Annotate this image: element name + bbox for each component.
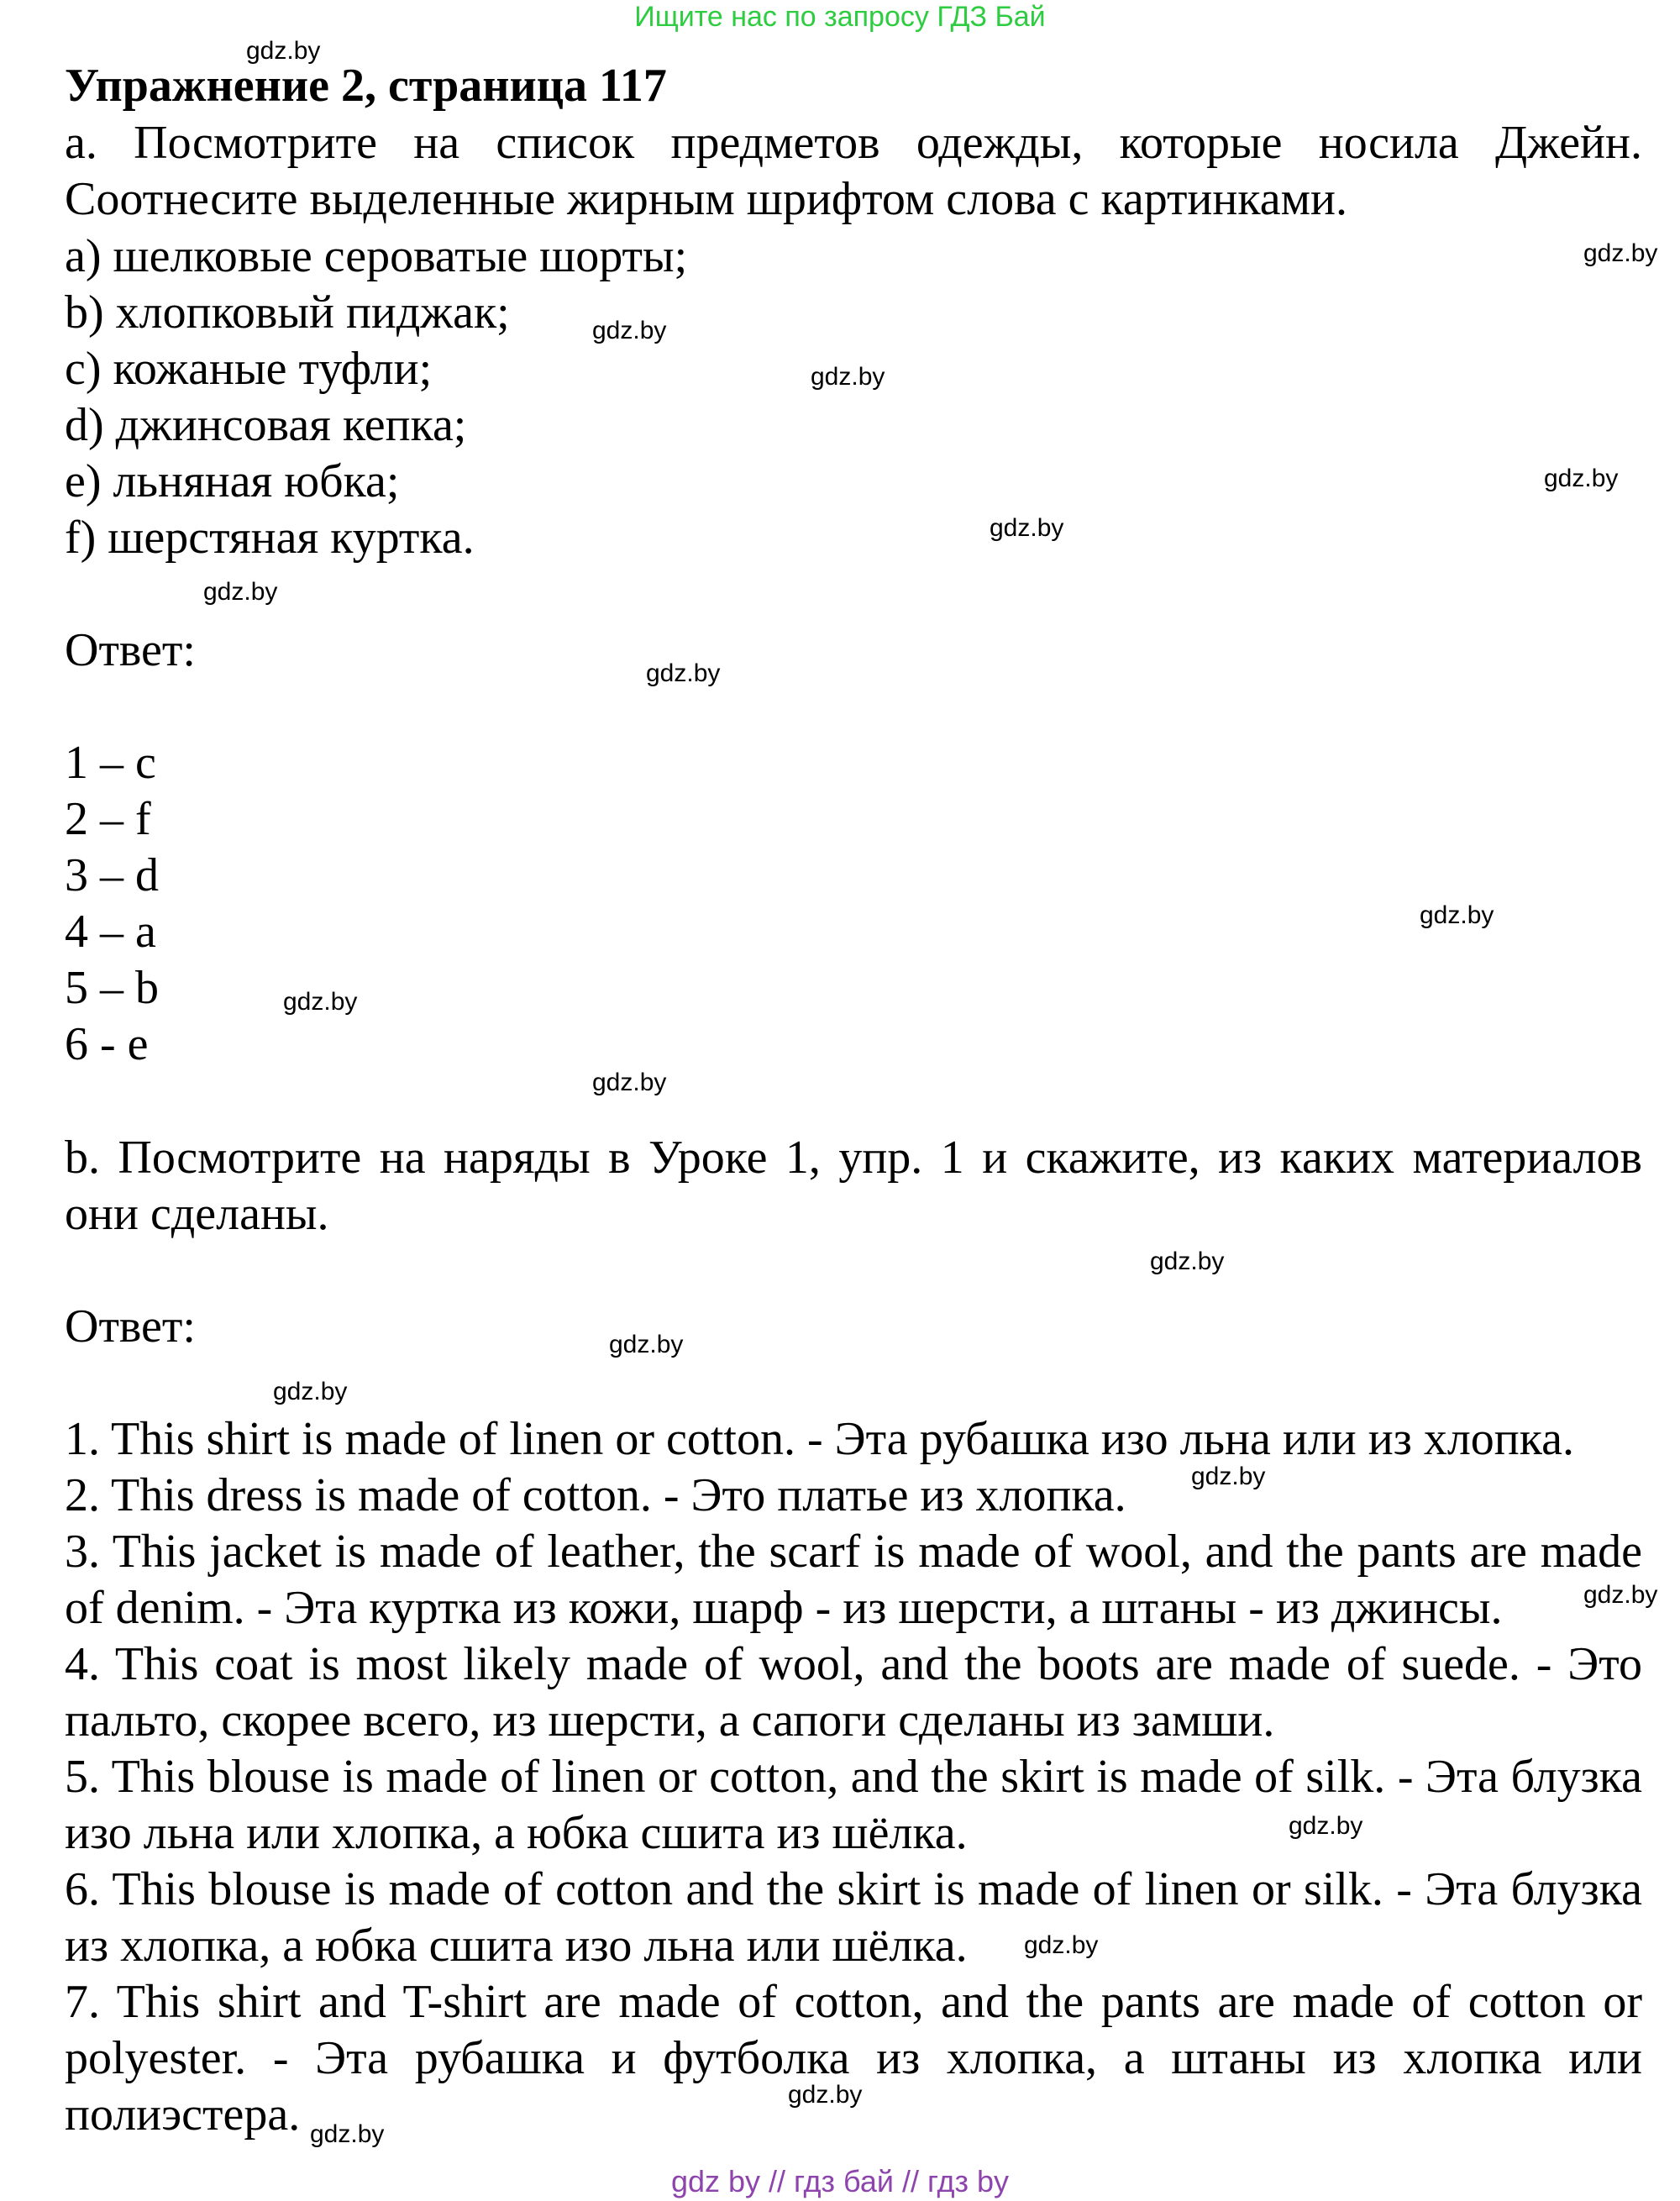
part-b-answer: 7. This shirt and T-shirt are made of cotton, and the pants are made of cotton or polyester. - Эта рубашка и футболка из хлопка, а штаны из хлопка или полиэстера. bbox=[65, 1976, 1642, 2141]
part-a-item: c) кожаные туфли; bbox=[65, 343, 433, 395]
watermark: gdz.by bbox=[203, 578, 278, 606]
watermark: gdz.by bbox=[609, 1331, 684, 1358]
watermark: gdz.by bbox=[990, 514, 1064, 542]
watermark: gdz.by bbox=[1024, 1931, 1099, 1959]
part-a-answer: 3 – d bbox=[65, 849, 159, 901]
part-a-answer: 4 – a bbox=[65, 906, 156, 958]
part-a-answer-label: Ответ: bbox=[65, 624, 196, 676]
part-b-answer-label: Ответ: bbox=[65, 1300, 196, 1353]
part-b-answer: 2. This dress is made of cotton. - Это платье из хлопка. bbox=[65, 1469, 1126, 1521]
part-b-answer: 3. This jacket is made of leather, the scarf is made of wool, and the pants are made of denim. - Эта куртка из кожи, шарф - из шерсти, а штаны - из джинсы. bbox=[65, 1526, 1642, 1634]
part-a-instruction: a. Посмотрите на список предметов одежды, которые носила Джейн. Соотнесите выделенные жирным шрифтом слова с картинками. bbox=[65, 117, 1642, 225]
part-b-answer: 4. This coat is most likely made of wool, and the boots are made of suede. - Это пальто, скорее всего, из шерсти, а сапоги сделаны из замши. bbox=[65, 1638, 1642, 1747]
part-a-item: e) льняная юбка; bbox=[65, 455, 400, 507]
part-a-item: b) хлопковый пиджак; bbox=[65, 286, 510, 339]
watermark: gdz.by bbox=[811, 363, 885, 391]
part-a-answer: 1 – c bbox=[65, 737, 156, 789]
part-a-item: f) шерстяная куртка. bbox=[65, 512, 475, 564]
part-b-answer: 6. This blouse is made of cotton and the skirt is made of linen or silk. - Эта блузка из хлопка, а юбка сшита изо льна или шёлка. bbox=[65, 1863, 1642, 1972]
watermark: gdz.by bbox=[1544, 465, 1619, 492]
watermark: gdz.by bbox=[592, 1069, 667, 1096]
part-b-answer: 1. This shirt is made of linen or cotton. - Эта рубашка изо льна или из хлопка. bbox=[65, 1413, 1574, 1465]
watermark: gdz.by bbox=[283, 988, 358, 1016]
part-a-answer: 6 - e bbox=[65, 1018, 149, 1070]
part-a-item: a) шелковые сероватые шорты; bbox=[65, 230, 688, 282]
watermark: gdz.by bbox=[646, 659, 721, 687]
watermark: gdz.by bbox=[1191, 1463, 1266, 1490]
search-banner[interactable]: Ищите нас по запросу ГДЗ Бай bbox=[634, 1, 1046, 33]
watermark: gdz.by bbox=[1583, 1581, 1658, 1609]
watermark: gdz.by bbox=[592, 317, 667, 344]
watermark: gdz.by bbox=[246, 37, 321, 65]
part-a-answer: 2 – f bbox=[65, 793, 151, 845]
part-b-instruction: b. Посмотрите на наряды в Уроке 1, упр. 1 и скажите, из каких материалов они сделаны. bbox=[65, 1132, 1642, 1240]
part-a-answer: 5 – b bbox=[65, 962, 159, 1014]
watermark: gdz.by bbox=[1150, 1248, 1225, 1275]
watermark: gdz.by bbox=[1583, 239, 1658, 267]
part-b-answer: 5. This blouse is made of linen or cotton, and the skirt is made of silk. - Эта блузка изо льна или хлопка, а юбка сшита из шёлка. bbox=[65, 1751, 1642, 1859]
page-title: Упражнение 2, страница 117 bbox=[65, 60, 667, 112]
part-a-item: d) джинсовая кепка; bbox=[65, 399, 467, 451]
footer-links[interactable]: gdz by // гдз бай // гдз by bbox=[670, 2164, 1010, 2198]
watermark: gdz.by bbox=[1289, 1812, 1363, 1840]
watermark: gdz.by bbox=[788, 2081, 863, 2109]
watermark: gdz.by bbox=[273, 1378, 348, 1405]
watermark: gdz.by bbox=[1420, 901, 1494, 929]
watermark: gdz.by bbox=[310, 2120, 385, 2148]
